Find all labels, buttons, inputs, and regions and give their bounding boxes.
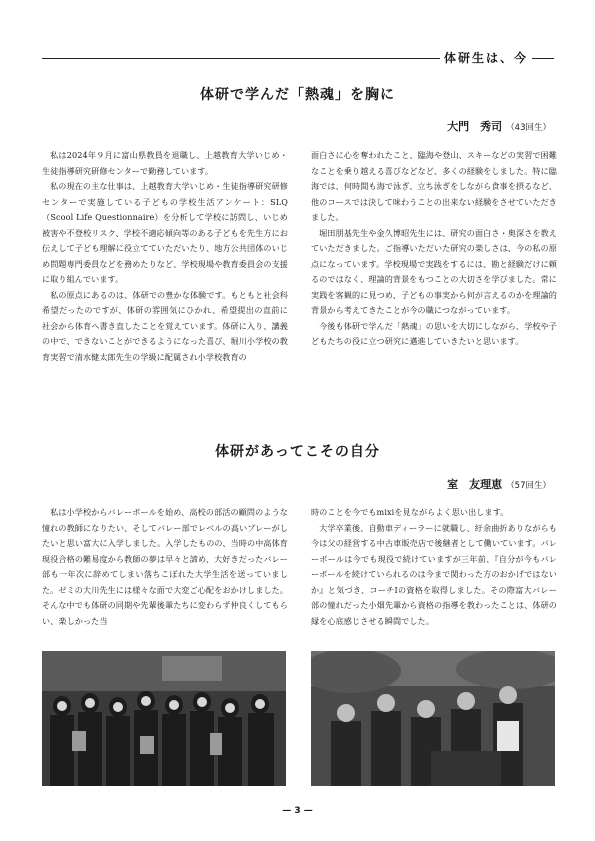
article1-paragraph: 面白さに心を奪われたこと、臨海や登山、スキーなどの実習で困難なことを乗り越える喜びなどなど、多くの経験をしました。特に臨海では、何時間も海で泳ぎ、立ち泳ぎをしながら食事を摂るなど、他のコースでは決して味わうことの出来ない経験をさせていただきました。 xyxy=(311,150,557,222)
article1-paragraph: 私の原点にあるのは、体研での豊かな体験です。もともと社会科希望だったのですが、体研の雰囲気にひかれ、希望提出の直前に社会から体育へ書き直したことを覚えています。体研に入り、講義の中で、できないことができるようになった喜び、堀川小学校の教育実習で清水健太郎先生の学級に配属され小学校教育の xyxy=(42,289,288,362)
article1-title: 体研で学んだ「熱魂」を胸に xyxy=(200,87,395,103)
article2-author xyxy=(447,476,551,492)
article1-column-left xyxy=(42,148,288,365)
article2-paragraph: 私は小学校からバレーボールを始め、高校の部活の顧問のような憧れの教師になりたい、そしてバレー部でレベルの高いプレーがしたいと思い富大に入学しました。入学したものの、当時の中高体育現役合格の難易度から教師の夢は早々と諦め、大好きだったバレー部も一年次に辞めてしまい落ちこぼれた大学生活を送っていました。ゼミの大川先生には様々な面で大変ご心配をおかけしました。そんな中でも体研の同期や先輩後輩たちに変わらず仲良くしてもらい、楽しかった当 xyxy=(42,507,288,626)
article1-author-name: 大門 秀司 xyxy=(447,120,503,133)
article1-author-class: （43回生） xyxy=(506,123,551,133)
group-photo-outdoor xyxy=(311,651,555,786)
article2-author-name: 室 友理恵 xyxy=(447,478,503,491)
article1-paragraph: 今後も体研で学んだ「熱魂」の思いを大切にしながら、学校や子どもたちの役に立つ研究に邁進していきたいと思います。 xyxy=(311,320,557,346)
group-photo-graduation xyxy=(42,651,286,786)
article1-paragraph: 堀田朋基先生や金久博昭先生には、研究の面白さ・奥深さを教えていただきました。ご指導いただいた研究の楽しさは、今の私の原点になっています。学校現場で実践をするには、勘と経験だけに頼るのではなく、理論的背景をもつことの大切さを学びました。常に実践を客観的に見つめ、子どもの事実から何が言えるのかを理論的背景から考えてきたことが今の職につながっています。 xyxy=(311,227,557,315)
article2-column-right xyxy=(311,505,557,629)
article2-author-class: （57回生） xyxy=(506,481,551,491)
article2-paragraph: 時のことを今でもmixiを見ながらよく思い出します。 xyxy=(311,507,509,517)
article1-column-right xyxy=(311,148,557,350)
article2-column-left xyxy=(42,505,288,629)
article1-paragraph: 私は2024年９月に富山県教員を退職し、上越教育大学いじめ・生徒指導研究研修センターで勤務しています。 xyxy=(42,150,288,176)
section-label: 体研生は、今 xyxy=(440,49,532,66)
article1-author xyxy=(447,118,551,134)
header-rule-right xyxy=(532,58,554,59)
article1-paragraph: 私の現在の主な仕事は、上越教育大学いじめ・生徒指導研究研修センターで実施している子どもの学校生活アンケート：SLQ（Scool Life Questionnaire）を分析して学校に訪問し、いじめ被害や不登校リスク、学校不適応傾向等のある子どもを先生方にお伝えして子ども理解に役立てていただいたり、地方公共団体のいじめ問題専門委員などを務めたりなど、学校現場や教育委員会の支援に取り組んでいます。 xyxy=(42,181,288,284)
page-number: — 3 — xyxy=(282,806,313,816)
header-rule xyxy=(42,58,467,59)
article2-title: 体研があってこその自分 xyxy=(215,444,380,460)
article2-paragraph: 大学卒業後、自動車ディーラーに就職し、紆余曲折ありながらも今は父の経営する中古車販売店で後継者として働いています。バレーボールは今でも現役で続けていますが三年前、『自分が今もバレーボールを続けていられるのは今まで関わった方のおかげではないか』と気づき、コーチⅠの資格を取得しました。その際富大バレー部の憧れだった小畑先輩から資格の指導を教わったことは、体研の縁を心底感じさせる瞬間でした。 xyxy=(311,522,557,626)
